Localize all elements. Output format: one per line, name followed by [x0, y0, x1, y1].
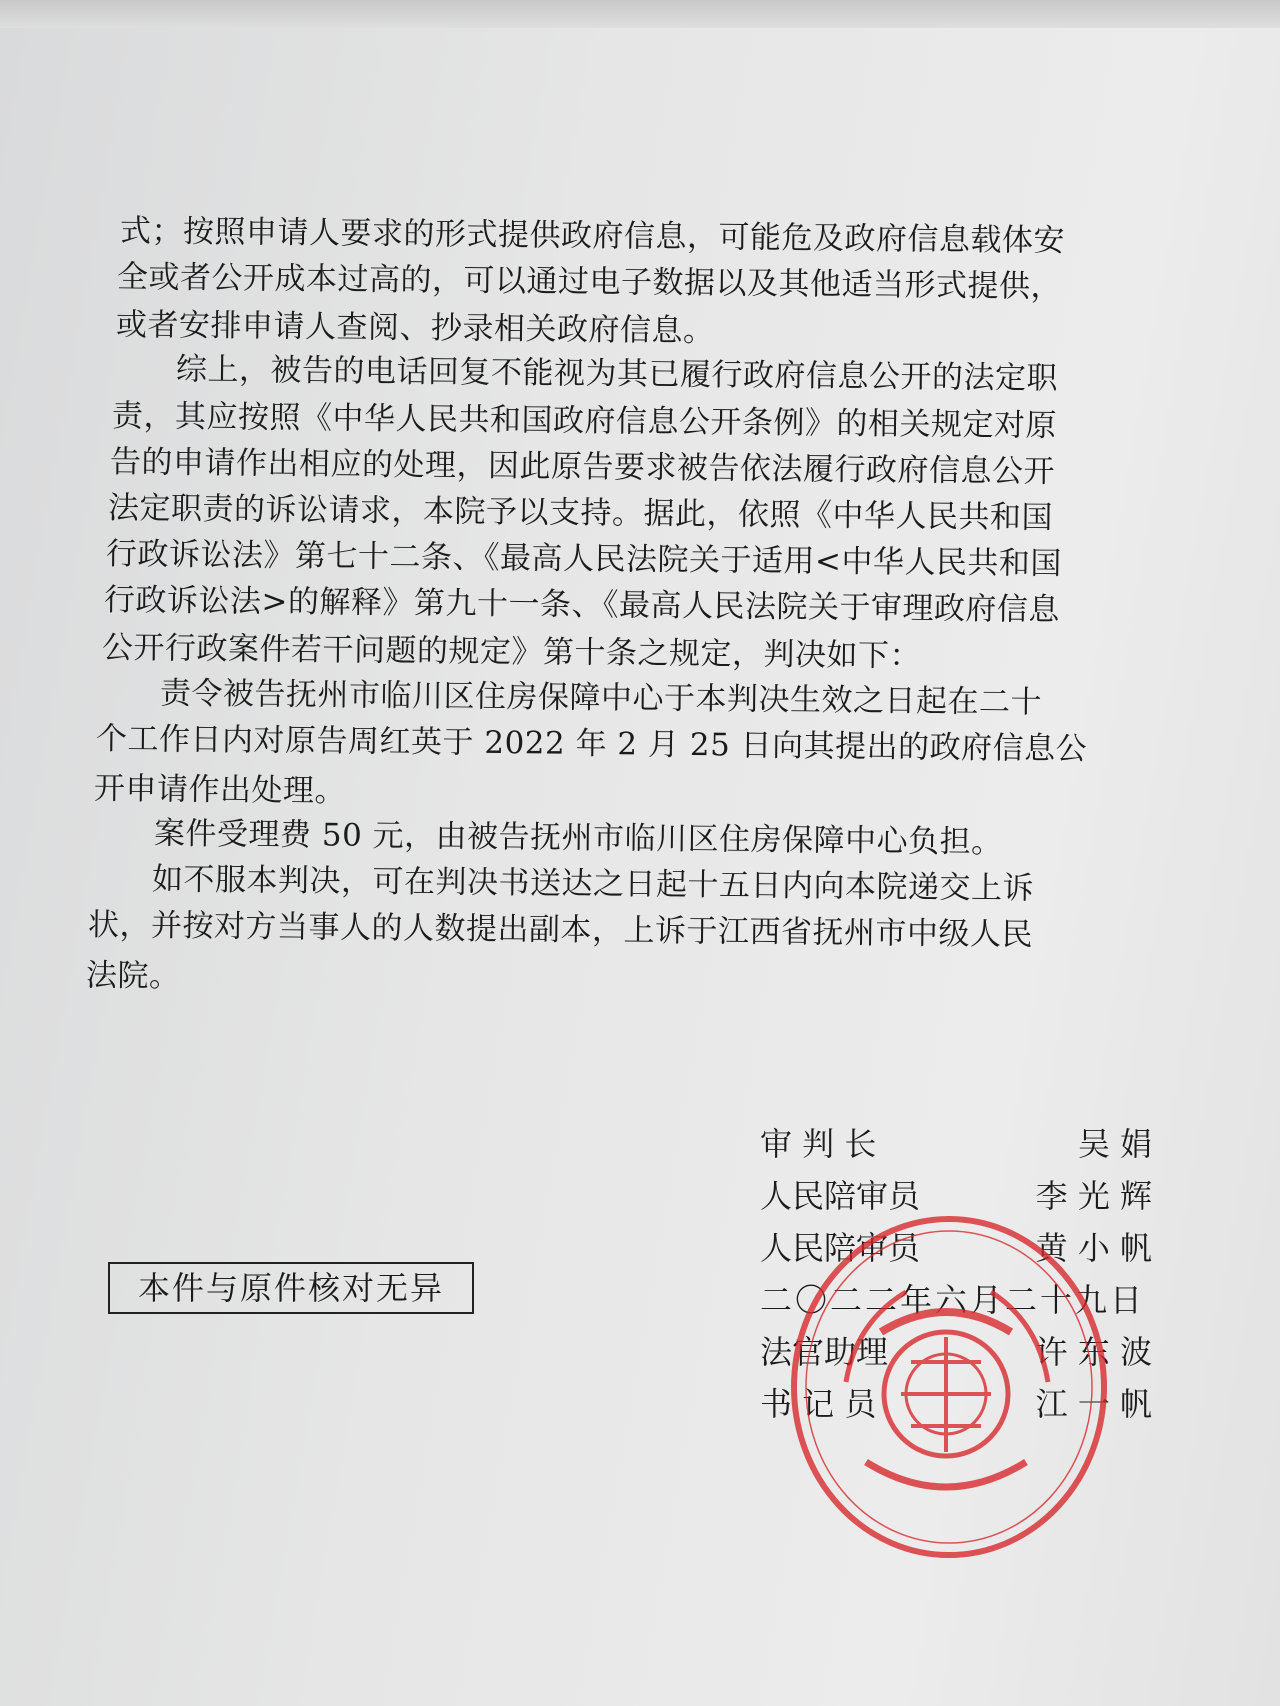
page-edge [0, 0, 1280, 28]
body-text-line: 式；按照申请人要求的形式提供政府信息，可能危及政府信息载体安 [119, 213, 1066, 259]
signature-name: 许 东 波 [1035, 1333, 1152, 1371]
signature-name: 黄 小 帆 [1035, 1229, 1152, 1267]
body-text-line: 开申请作出处理。 [93, 770, 347, 810]
signature-role: 审 判 长 [760, 1125, 877, 1163]
body-text-line: 或者安排申请人查阅、抄录相关政府信息。 [115, 306, 715, 350]
signature-name: 李 光 辉 [1035, 1177, 1152, 1215]
body-text-line: 综上，被告的电话回复不能视为其已履行政府信息公开的法定职 [175, 351, 1059, 397]
body-text-line: 案件受理费 50 元，由被告抚州市临川区住房保障中心负担。 [153, 815, 1003, 861]
body-text-line: 行政诉讼法>的解释》第九十一条、《最高人民法院关于审理政府信息 [103, 581, 1061, 629]
body-text-line: 公开行政案件若干问题的规定》第十条之规定，判决如下： [101, 629, 922, 675]
date-text: 二〇二二年六月二十九日 [760, 1281, 1146, 1319]
signature-role: 书 记 员 [760, 1385, 877, 1423]
body-text-line: 状，并按对方当事人的人数提出副本，上诉于江西省抚州市中级人民 [87, 907, 1034, 953]
signature-row-clerk [760, 1378, 1152, 1426]
signature-row-judge-assistant [760, 1326, 1152, 1374]
judgment-date [760, 1274, 1152, 1322]
signature-name: 江 一 帆 [1035, 1385, 1152, 1423]
signature-row-presiding-judge [760, 1118, 1152, 1166]
body-text-line: 法定职责的诉讼请求，本院予以支持。据此，依照《中华人民共和国 [107, 490, 1054, 536]
signature-role: 法官助理 [760, 1333, 889, 1371]
signature-row-juror-1 [760, 1170, 1152, 1218]
certification-box: 本件与原件核对无异 [108, 1262, 474, 1314]
body-text-line: 告的申请作出相应的处理，因此原告要求被告依法履行政府信息公开 [109, 444, 1056, 490]
body-text-line: 全或者公开成本过高的，可以通过电子数据以及其他适当形式提供， [116, 259, 1063, 305]
body-text-line: 责令被告抚州市临川区住房保障中心于本判决生效之日起在二十 [159, 675, 1043, 721]
signature-role: 人民陪审员 [760, 1229, 921, 1267]
body-text-line: 法院。 [85, 957, 181, 995]
body-text-line: 责，其应按照《中华人民共和国政府信息公开条例》的相关规定对原 [111, 398, 1058, 444]
signature-row-juror-2 [760, 1222, 1152, 1270]
body-text-line: 行政诉讼法》第七十二条、《最高人民法院关于适用<中华人民共和国 [105, 535, 1063, 583]
signature-name: 吴 娟 [1077, 1125, 1152, 1163]
body-text-line: 个工作日内对原告周红英于 2022 年 2 月 25 日向其提出的政府信息公 [95, 720, 1088, 768]
signature-role: 人民陪审员 [760, 1177, 921, 1215]
body-text-line: 如不服本判决，可在判决书送达之日起十五日内向本院递交上诉 [151, 861, 1035, 907]
